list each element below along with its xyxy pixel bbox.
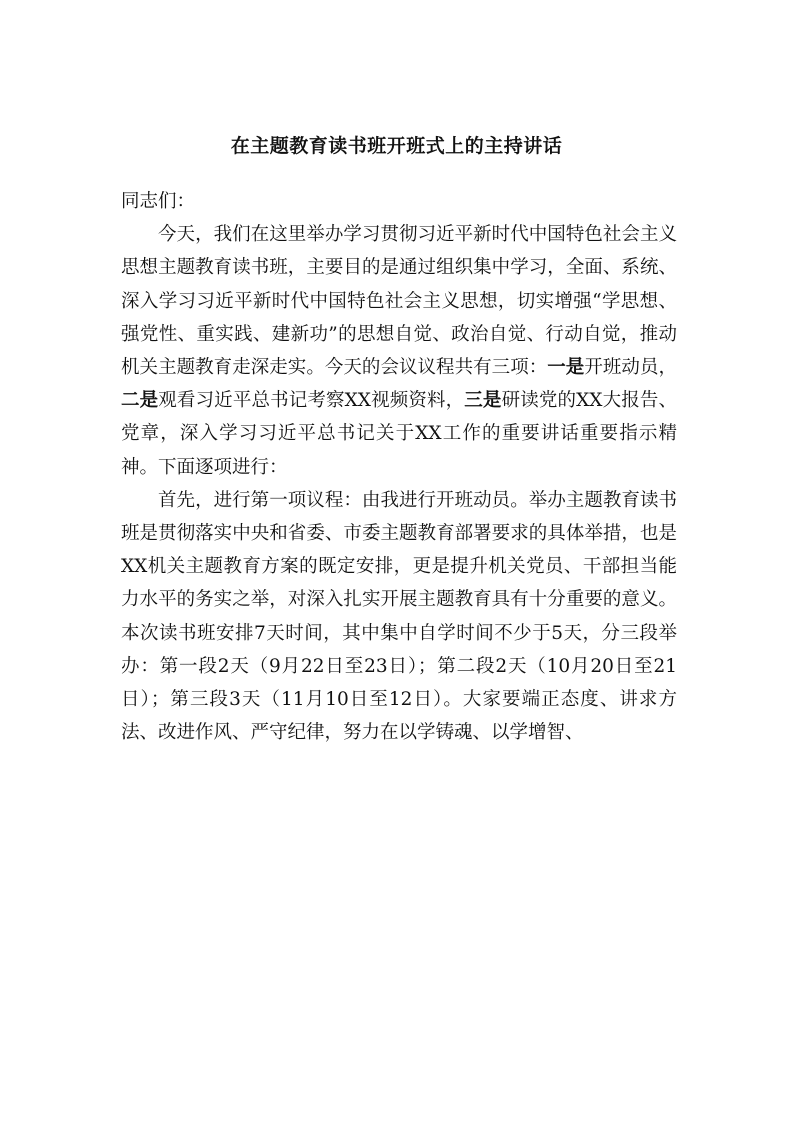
paragraph-agenda [121,218,677,484]
paragraph-first-item: 首先，进行第一项议程：由我进行开班动员。举办主题教育读书班是贯彻落实中央和省委、市委主题教育部署要求的具体举措，也是XX机关主题教育方案的既定安排，更是提升机关党员、干部担当能力水平的务实之举，对深入扎实开展主题教育具有十分重要的意义。本次读书班安排7天时间，其中集中自学时间不少于5天，分三段举办：第一段2天（9月22日至23日）；第二段2天（10月20日至21日）；第三段3天（11月10日至12日）。大家要端正态度、讲求方法、改进作风、严守纪律，努力在以学铸魂、以学增智、 [121,489,677,744]
paragraph-text: 观看习近平总书记考察XX视频资料， [158,390,465,412]
bold-label-third: 三是 [464,390,502,412]
bold-label-first: 一是 [547,357,585,379]
document-title: 在主题教育读书班开班式上的主持讲话 [230,135,563,157]
bold-label-second: 二是 [121,390,159,412]
salutation: 同志们： [121,191,196,212]
paragraph-text: 开班动员， [584,357,677,379]
paragraph-text: 研读党的XX大报告、党章，深入学习习近平总书记关于XX工作的重要讲话重要指示精神。下面逐项进行： [121,390,678,478]
document-body [121,185,677,749]
paragraph-text: 今天，我们在这里举办学习贯彻习近平新时代中国特色社会主义思想主题教育读书班，主要目的是通过组织集中学习，全面、系统、深入学习习近平新时代中国特色社会主义思想，切实增强“学思想、强党性、重实践、建新功”的思想自觉、政治自觉、行动自觉，推动机关主题教育走深走实。今天的会议议程共有三项： [121,224,677,379]
